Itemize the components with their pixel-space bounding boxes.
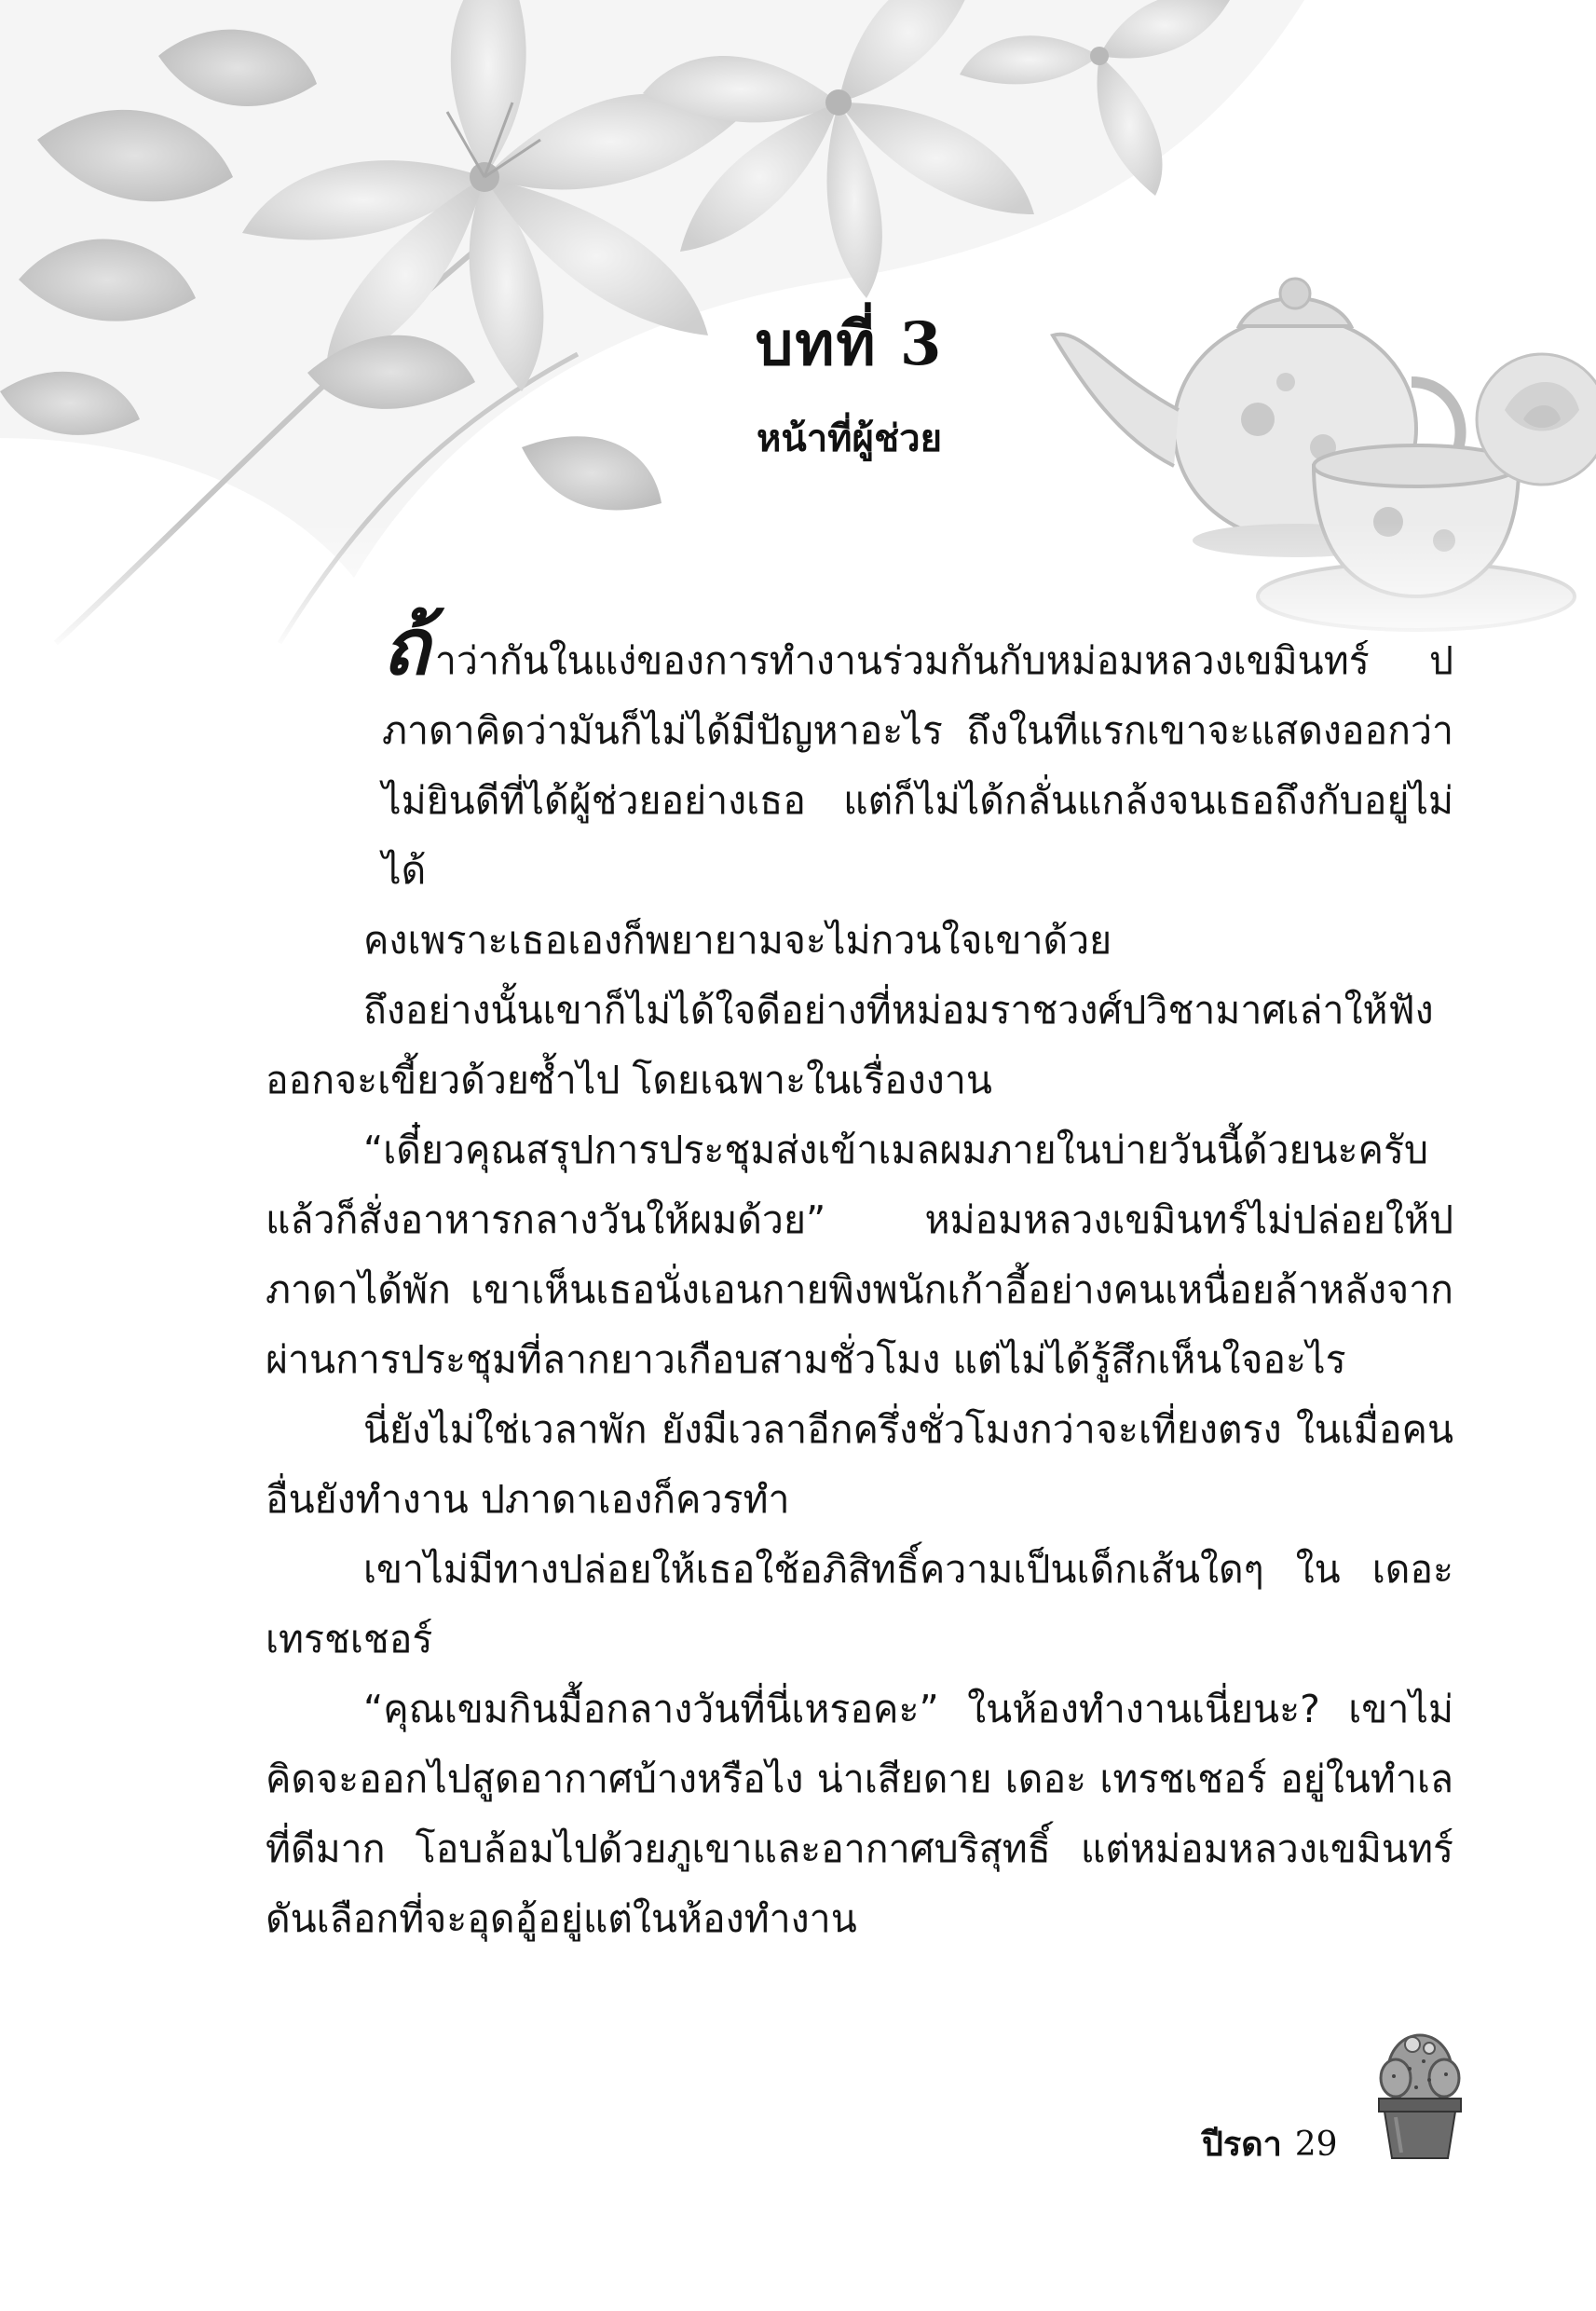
paragraph: นี่ยังไม่ใช่เวลาพัก ยังมีเวลาอีกครึ่งชั่วโมงกว่าจะเที่ยงตรง ในเมื่อคนอื่นยังทำงาน ปภาดาเองก็ควรทำ — [266, 1407, 1453, 1522]
paragraph: “เดี๋ยวคุณสรุปการประชุมส่งเข้าเมลผมภายในบ่ายวันนี้ด้วยนะครับ แล้วก็สั่งอาหารกลางวันให้ผมด้วย” หม่อมหลวงเขมินทร์ไม่ปล่อยให้ปภาดาได้พัก เขาเห็นเธอนั่งเอนกายพิงพนักเก้าอี้อย่างคนเหนื่อยล้าหลังจากผ่านการประชุมที่ลากยาวเกือบสามชั่วโมง แต่ไม่ได้รู้สึกเห็นใจอะไร — [266, 1128, 1453, 1382]
paragraph: ถึงอย่างนั้นเขาก็ไม่ได้ใจดีอย่างที่หม่อมราชวงศ์ปวิชามาศเล่าให้ฟัง ออกจะเขี้ยวด้วยซ้ำไป โดยเฉพาะในเรื่องงาน — [266, 988, 1434, 1102]
chapter-subtitle: หน้าที่ผู้ช่วย — [756, 417, 943, 460]
page-number: 29 — [1294, 2126, 1338, 2164]
chapter-title: บทที่ 3 — [755, 309, 944, 379]
drop-cap: ถ้ — [382, 600, 430, 692]
cactus-pot-icon — [1368, 2031, 1472, 2162]
chapter-body — [266, 600, 1453, 1954]
paragraph: “คุณเขมกินมื้อกลางวันที่นี่เหรอคะ” ในห้องทำงานเนี่ยนะ? เขาไม่คิดจะออกไปสูดอากาศบ้างหรือไง น่าเสียดาย เดอะ เทรชเชอร์ อยู่ในทำเลที่ดีมาก โอบล้อมไปด้วยภูเขาและอากาศบริสุทธิ์ แต่หม่อมหลวงเขมินทร์ดันเลือกที่จะอุดอู้อยู่แต่ในห้องทำงาน — [266, 1687, 1453, 1941]
paragraph-first — [266, 600, 1453, 906]
paragraph: เขาไม่มีทางปล่อยให้เธอใช้อภิสิทธิ์ความเป็นเด็กเส้นใดๆ ใน เดอะ เทรชเชอร์ — [266, 1547, 1453, 1661]
page-footer — [1202, 2117, 1338, 2170]
author-name: ปีรดา — [1202, 2125, 1282, 2164]
paragraph-first-text: าว่ากันในแง่ของการทำงานร่วมกันกับหม่อมหลวงเขมินทร์ ปภาดาคิดว่ามันก็ไม่ได้มีปัญหาอะไร ถึงในทีแรกเขาจะแสดงออกว่าไม่ยินดีที่ได้ผู้ช่วยอย่างเธอ แต่ก็ไม่ได้กลั่นแกล้งจนเธอถึงกับอยู่ไม่ได้ — [382, 638, 1453, 893]
paragraph: คงเพราะเธอเองก็พยายามจะไม่กวนใจเขาด้วย — [363, 918, 1112, 963]
